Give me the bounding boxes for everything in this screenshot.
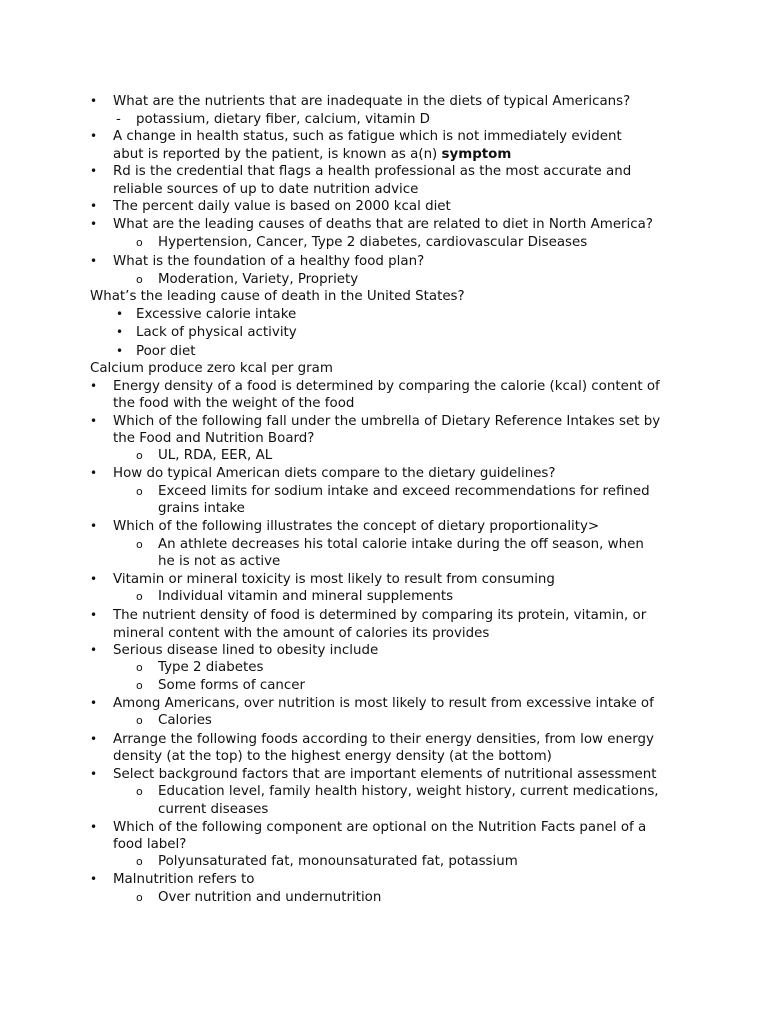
circle-marker: o: [136, 538, 143, 551]
circle-marker: o: [136, 661, 143, 674]
question-line: [0, 766, 768, 784]
answer-continuation: [0, 553, 768, 571]
line-text: Education level, family health history, weight history, current medications,: [158, 784, 659, 799]
line-text: Lack of physical activity: [136, 325, 297, 340]
bullet-marker: •: [90, 199, 98, 213]
line-text: mineral content with the amount of calories its provides: [113, 626, 490, 641]
line-text: Arrange the following foods according to their energy densities, from low energy: [113, 732, 654, 747]
line-text: What are the leading causes of deaths that are related to diet in North America?: [113, 217, 653, 232]
line-text: The percent daily value is based on 2000 kcal diet: [113, 199, 451, 214]
line-text: Serious disease lined to obesity include: [113, 643, 379, 658]
line-text: Energy density of a food is determined by comparing the calorie (kcal) content of: [113, 379, 660, 394]
line-text: Rd is the credential that flags a health professional as the most accurate and: [113, 164, 632, 179]
line-text: Moderation, Variety, Propriety: [158, 272, 359, 287]
bullet-marker: •: [90, 696, 98, 710]
circle-marker: o: [136, 449, 143, 462]
line-text: Malnutrition refers to: [113, 872, 255, 887]
bullet-marker: •: [90, 94, 98, 108]
line-text: Which of the following illustrates the concept of dietary proportionality>: [113, 519, 600, 534]
line-text: Which of the following component are optional on the Nutrition Facts panel of a: [113, 820, 647, 835]
answer-line: [0, 783, 768, 801]
bullet-marker: •: [90, 872, 98, 886]
line-text: food label?: [113, 837, 187, 852]
answer-line: [0, 324, 768, 342]
answer-line: [0, 853, 768, 871]
line-text: UL, RDA, EER, AL: [158, 448, 273, 463]
line-text: Individual vitamin and mineral supplements: [158, 589, 454, 604]
statement-continuation: [0, 625, 768, 643]
bullet-marker: •: [116, 325, 124, 339]
answer-continuation: [0, 801, 768, 819]
question-continuation: [0, 836, 768, 854]
line-text: grains intake: [158, 501, 245, 516]
line-text: abut is reported by the patient, is known as a(n): [113, 147, 442, 162]
bullet-marker: •: [90, 572, 98, 586]
question-line: [0, 871, 768, 889]
line-text: Calories: [158, 713, 212, 728]
statement-line: [0, 360, 768, 378]
line-text: he is not as active: [158, 554, 281, 569]
circle-marker: o: [136, 236, 143, 249]
line-text: How do typical American diets compare to the dietary guidelines?: [113, 466, 556, 481]
line-text: current diseases: [158, 802, 269, 817]
line-text: Polyunsaturated fat, monounsaturated fat, potassium: [158, 854, 518, 869]
line-text: reliable sources of up to date nutrition advice: [113, 182, 419, 197]
bullet-marker: •: [116, 307, 124, 321]
bullet-marker: •: [116, 344, 124, 358]
circle-marker: o: [136, 891, 143, 904]
line-text: density (at the top) to the highest energy density (at the bottom): [113, 749, 552, 764]
line-text: Vitamin or mineral toxicity is most likely to result from consuming: [113, 572, 555, 587]
line-text: Calcium produce zero kcal per gram: [90, 361, 333, 376]
question-continuation: [0, 430, 768, 448]
bullet-marker: •: [90, 767, 98, 781]
line-text-group: [113, 146, 511, 164]
line-text: Poor diet: [136, 344, 196, 359]
question-line: [0, 413, 768, 431]
bullet-marker: •: [90, 129, 98, 143]
bullet-marker: •: [90, 254, 98, 268]
answer-line: [0, 659, 768, 677]
circle-marker: o: [136, 855, 143, 868]
question-line: [0, 288, 768, 306]
bold-term: symptom: [441, 147, 512, 162]
question-line: [0, 518, 768, 536]
answer-line: [0, 234, 768, 252]
line-text: the Food and Nutrition Board?: [113, 431, 315, 446]
statement-line: [0, 128, 768, 146]
line-text: What is the foundation of a healthy food plan?: [113, 254, 425, 269]
line-text: The nutrient density of food is determined by comparing its protein, vitamin, or: [113, 608, 647, 623]
statement-continuation: [0, 395, 768, 413]
question-line: [0, 695, 768, 713]
statement-continuation: [0, 181, 768, 199]
answer-line: [0, 447, 768, 465]
answer-line: [0, 712, 768, 730]
line-text: Over nutrition and undernutrition: [158, 890, 382, 905]
question-line: [0, 253, 768, 271]
bullet-marker: •: [90, 414, 98, 428]
question-line: [0, 731, 768, 749]
statement-line: [0, 378, 768, 396]
line-text: the food with the weight of the food: [113, 396, 355, 411]
line-text: Hypertension, Cancer, Type 2 diabetes, cardiovascular Diseases: [158, 235, 588, 250]
answer-line: [0, 536, 768, 554]
answer-line: [0, 677, 768, 695]
dash-marker: -: [116, 112, 121, 127]
circle-marker: o: [136, 590, 143, 603]
question-continuation: [0, 748, 768, 766]
bullet-marker: •: [90, 164, 98, 178]
statement-line: [0, 198, 768, 216]
answer-continuation: [0, 500, 768, 518]
line-text: Among Americans, over nutrition is most likely to result from excessive intake of: [113, 696, 654, 711]
circle-marker: o: [136, 714, 143, 727]
answer-line: [0, 889, 768, 907]
bullet-marker: •: [90, 608, 98, 622]
line-text: Excessive calorie intake: [136, 307, 297, 322]
line-text: Which of the following fall under the umbrella of Dietary Reference Intakes set by: [113, 414, 661, 429]
line-text: Some forms of cancer: [158, 678, 306, 693]
question-line: [0, 465, 768, 483]
bullet-marker: •: [90, 732, 98, 746]
answer-line: [0, 306, 768, 324]
line-text: potassium, dietary fiber, calcium, vitamin D: [136, 112, 430, 127]
bullet-marker: •: [90, 643, 98, 657]
answer-line: [0, 588, 768, 606]
answer-line: [0, 111, 768, 129]
line-text: A change in health status, such as fatigue which is not immediately evident: [113, 129, 622, 144]
circle-marker: o: [136, 785, 143, 798]
line-text: What are the nutrients that are inadequate in the diets of typical Americans?: [113, 94, 631, 109]
line-text: An athlete decreases his total calorie intake during the off season, when: [158, 537, 644, 552]
line-text: Type 2 diabetes: [158, 660, 264, 675]
statement-line: [0, 607, 768, 625]
circle-marker: o: [136, 485, 143, 498]
bullet-marker: •: [90, 217, 98, 231]
question-line: [0, 93, 768, 111]
bullet-marker: •: [90, 466, 98, 480]
bullet-marker: •: [90, 820, 98, 834]
statement-line: [0, 163, 768, 181]
answer-line: [0, 271, 768, 289]
question-line: [0, 642, 768, 660]
question-line: [0, 216, 768, 234]
line-text: What’s the leading cause of death in the United States?: [90, 289, 465, 304]
line-text: Select background factors that are important elements of nutritional assessment: [113, 767, 657, 782]
circle-marker: o: [136, 273, 143, 286]
question-line: [0, 819, 768, 837]
bullet-marker: •: [90, 519, 98, 533]
bullet-marker: •: [90, 379, 98, 393]
statement-continuation: [0, 146, 768, 164]
answer-line: [0, 343, 768, 361]
answer-line: [0, 483, 768, 501]
line-text: Exceed limits for sodium intake and exceed recommendations for refined: [158, 484, 650, 499]
question-line: [0, 571, 768, 589]
circle-marker: o: [136, 679, 143, 692]
